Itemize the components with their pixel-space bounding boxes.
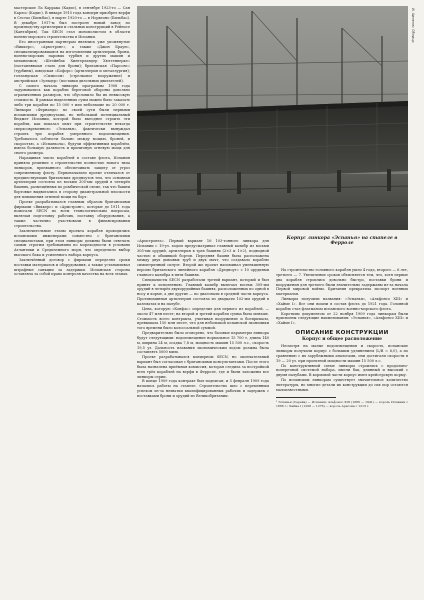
paragraph: Цена, которую «Конфас» определил для первого из кораблей, — около 47 млн песет; на второй и третий корабли сумма была меньше. Стоимость всего контракта, учитывая вооружение и боеприпасы, превышала 150 млн песет, что для небольшой испанской экономики того времени было колоссальной суммой. [137, 306, 269, 331]
paragraph: Наращивая число кораблей в составе флота, Испания приняла решение о строительстве полностью нового типа линкоров, призванного обеспечивать защиту от угроз современному флоту. Первоначально проект отличался от предшествующих британских дредноутов тем, что основная артиллерия состояла из восьми 305-мм орудий в четырёх башнях, размещённых по ромбической схеме, так что башни бортовые выдвигались в сторону диаметральной плоскости для повышения огневой мощи на борт. [14, 156, 130, 199]
photo-caption: Корпус линкора «Эспанья» на стапеле в Ферроле [286, 236, 398, 247]
paragraph: Его иностранным партнерам являлись уже упомянутые «Виккерс», «Армстронг», а также «Джон Браун», специализировавшаяся на изготовлении артиллерии, брони, военно-морских паровых турбин и других машин и механизмов; «Штейнбах Хинтерландер Хюттенверке» (поставлявшая сталь для брони); британская «Парсонс» (турбины), шведская «Бофорс» (артиллерия и металлургия); голландская «Симпсон» (стрелковое вооружение) и австрийская «Зульцер» (поставки дизельных двигателей). [14, 39, 130, 83]
paragraph: По испанским линкорам существует значительное количество литературы, но многие детали их конструкции до сих пор остаются малоизвестными. [276, 378, 408, 392]
paragraph: По конструктивной схеме линкоры строились с продольно-поперечной системой набора, имели бак, длинный и высокий с двумя палубами. В кормовой части корпус имел крейсерскую корму. [276, 363, 408, 378]
paragraph: Проект разрабатывался концерном SECN, но окончательный вариант был согласован с британскими консультантами. После этого была назначена приёмная комиссия, которая следила за постройкой всех трёх кораблей на верфи в Ферроле, где и были заложены все линкоры серии. [137, 355, 269, 379]
paragraph: Специалисты SECN разработали третий вариант, который и был принят к исполнению. Главный калибр включал восемь 305-мм орудий в четырёх двухорудийных башнях, расположенных по одной в носу и корме, а две другие — по диагонали в средней части корпуса. Противоминная артиллерия состояла из двадцати 102-мм орудий в казематах и на палубе. [137, 277, 269, 306]
paragraph: На строительство головного корабля ушло 4 года, второго — 6 лет, третьего — 7. Увеличение сроков объясняется тем, что, хотя первые два корабля строились довольно быстро, поставки брони и вооружения для третьего были значительно задержаны из-за начала Первой мировой войны. Британия прекратила экспорт военных материалов. [276, 268, 408, 297]
paragraph: Заключительные этапы проекта корабля проводились испанскими инженерами совместно с британскими специалистами, при этом линкоры должны были отвечать самым строгим требованиям по мореходности в условиях Атлантики и Средиземного моря, что определило выбор высокого бака и усиленного набора корпуса. [14, 228, 130, 258]
section-heading: ОПИСАНИЕ КОНСТРУКЦИИ [295, 330, 389, 337]
paragraph: Линкоры получили названия: «Эспанья», «Альфонсо XIII» и «Хайме I». Все они вошли в состав флота до 1921 года. Головной корабль стал флагманом испанского военно-морского флота. [276, 297, 408, 311]
footnote-divider [276, 397, 336, 398]
photo-credit: И. Хименес Облицо [411, 8, 415, 43]
right-text-column [276, 268, 408, 594]
paragraph: Коротким документом от 22 ноября 1909 года линкорам были присвоены следующие наименования: «Эспанья», «Альфонсо XIII» и «Хайме I». [276, 311, 408, 326]
left-text-column [14, 6, 130, 594]
paragraph: Заключённый договор с фирмами определял сроки поставки материалов и оборудования, а также устанавливал штрафные санкции за задержки. Испанская сторона оставляла за собой право контроля качества на всех этапах. [14, 257, 130, 277]
paragraph: В конце 1909 года контракт был подписан, и 5 февраля 1909 года начались работы на стапеле. Строительство шло с переменным успехом из-за нехватки квалифицированных рабочих и задержек с поставками брони и орудий из Великобритании. [137, 379, 269, 398]
paragraph: «Армстронга». Первый вариант 16 103-тонного линкора для Испании с 19-уз. ходом предусматривал главный калибр из восьми 305-мм орудий, артиллерия в трех башнях (2×3 и 1×2), подводной частью и обшивкой бортов. Передняя башня была расположена между двух дымовых труб и двух мачт, что создавало кораблю симметричный силуэт. Второй же проект напоминал уменьшенную версию британского линейного корабля «Дредноут» с 10 орудиями главного калибра в пяти башнях. [137, 239, 269, 277]
paragraph: мастерские Ла Каррака (Кадис), в сентябре 1923-го — Сан Карлос (Кадис). В январе 1915 года концерн приобрел верфи в Сестао (Бильбао), в марте 1920-го — в Норвеоно (Бильбао). В декабре 1917-м был построен новый завод по производству артиллерии и стальных конструкций в Рейносе (Кантабрия). Так SECN стал монополистом в области военно-морского строительства в Испании. [14, 6, 130, 40]
middle-text-column [137, 239, 269, 594]
paragraph: С самого начала линкоры программы 1908 года задумывались как корабли береговой обороны довольно ограниченных размеров, что обусловило бы их невысокую стоимость. В рамках выделенных сумм можно было заказать либо три корабля по 15 000 т или небольшие по 20 000 т. Линкоры «Фернандо» по своей сути были первыми испанскими дредноутами, но небольшой потенциальный бюджет Испании, которой было выгоднее строить эти корабли, как показал опыт при строительстве некогда сверхсовременного «Эспанья», фактически вынуждал строить три корабля умеренного водоизмещения. Требовалось соблюсти баланс между мощью, броней, и скоростью, а «Испаньола», будучи эффективным кораблём, имела большую дальность и приличную огневую мощь для своего размера. [14, 83, 130, 156]
paragraph: Проект разрабатывался главным образом британскими фирмами «Виккерс» и «Армстронг», которые до 1911 года помогали SECN по всем технологическим вопросам, включая подготовку рабочих, поставку оборудования, а также частично участвовали в финансировании строительства. [14, 199, 130, 228]
footnote: ¹ Эспанья (Серейа) — Испания; Альфонсо XIII (1886 — 1941) — король Испании с 1886 г.; Хайме I (1208 — 1276) — король Арагона с 1213 г. [276, 399, 408, 408]
subsection-heading: Корпус и общее расположение [302, 337, 382, 343]
paragraph: Несмотря на малые водоизмещения и скорость, испанские линкоры получили корпус с большим удлинением (L/B = 6,0), а по сравнению с их зарубежными аналогами, они достигали скорости в 19 — 20 уз. при проектной мощности машин 15 500 л.с. [276, 344, 408, 363]
hull-photo [137, 6, 408, 230]
paragraph: Предварительно было оговорено, что базовые параметры линкора будут следующими: водоизмещение нормальное 15 700 т, длина 140 м, ширина 24 м, осадка 7,8 м, мощность машин 15 500 л.с., скорость 19,5 уз. Дальность плавания экономическим ходом должна была составлять 5000 миль. [137, 331, 269, 355]
